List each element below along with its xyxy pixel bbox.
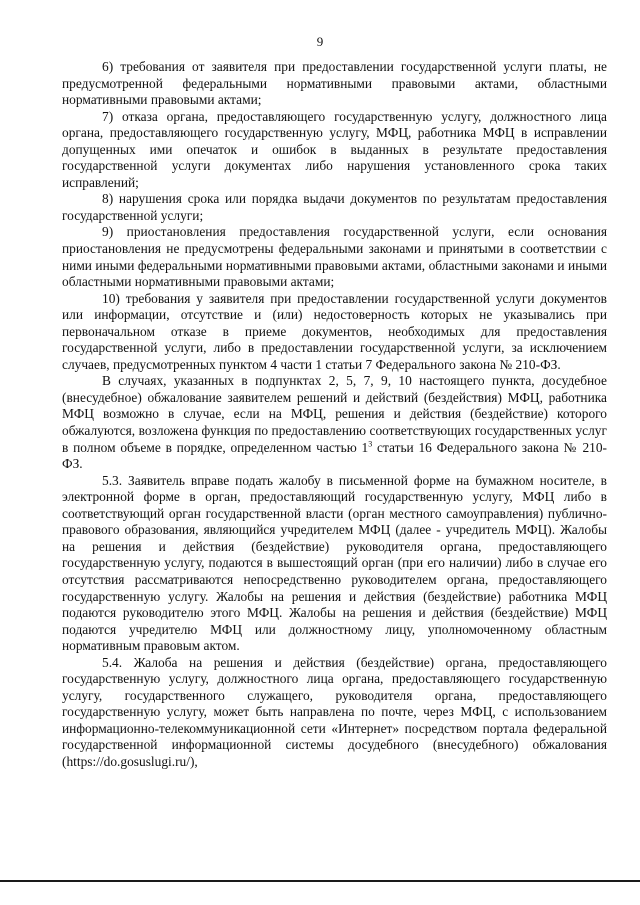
paragraph-item-8: 8) нарушения срока или порядка выдачи документов по результатам предоставления государственной услуги; (62, 191, 607, 223)
paragraph-cases-tail: статьи 16 Федерального закона № 210-ФЗ. (62, 439, 607, 472)
paragraph-item-7: 7) отказа органа, предоставляющего государственную услугу, должностного лица органа, предоставляющего государственную услугу, МФЦ, работника МФЦ в исправлении допущенных ими опечаток и ошибок в выданных в результате предоставления государственной услуги документах либо нарушения установленного срока таких исправлений; (62, 108, 607, 190)
paragraph-5-3: 5.3. Заявитель вправе подать жалобу в письменной форме на бумажном носителе, в электронной форме в орган, предоставляющий государственную услугу, МФЦ либо в соответствующий орган государственной власти (орган местного самоуправления) публично-правового образования, являющийся учредителем МФЦ (далее - учредитель МФЦ). Жалобы на решения и действия (бездействие) руководителя органа, предоставляющего государственную услугу, подаются в вышестоящий орган (при его наличии) либо в случае его отсутствия рассматриваются непосредственно руководителем органа, предоставляющего государственную услугу. Жалобы на решения и действия (бездействие) работника МФЦ подаются руководителю этого МФЦ. Жалобы на решения и действия (бездействие) МФЦ подаются учредителю МФЦ или должностному лицу, уполномоченному областным нормативным правовым актом. (62, 472, 607, 654)
paragraph-item-9: 9) приостановления предоставления государственной услуги, если основания приостановления не предусмотрены федеральными законами и принятыми в соответствии с ними иными федеральными нормативными правовыми актами, областными законами и иными областными нормативными правовыми актами; (62, 224, 607, 290)
paragraph-item-6: 6) требования от заявителя при предоставлении государственной услуги платы, не предусмотренной федеральными нормативными правовыми актами, областными нормативными правовыми актами; (62, 59, 607, 108)
paragraph-cases-text: В случаях, указанных в подпунктах 2, 5, 7, 9, 10 настоящего пункта, досудебное (внесудебное) обжалование заявителем решений и действий (бездействия) МФЦ, работника МФЦ возможно в случае, если на МФЦ, решения и действия (бездействие) которого обжалуются, возложена функция по предоставлению соответствующих государственных услуг в полном объеме в порядке, определенном частью 1 (62, 373, 607, 455)
page-number: 9 (316, 34, 324, 49)
document-body (62, 59, 607, 771)
paragraph-5-4: 5.4. Жалоба на решения и действия (бездействие) органа, предоставляющего государственную услугу, должностного лица органа, предоставляющего государственную услугу, государственного служащего, руководителя органа, предоставляющего государственную услугу, может быть направлена по почте, через МФЦ, с использованием информационно-телекоммуникационной сети «Интернет» посредством портала федеральной государственной информационной системы досудебного (внесудебного) обжалования (https://do.gosuslugi.ru/), (62, 654, 607, 769)
superscript-part-number: 3 (368, 439, 373, 449)
paragraph-cases (62, 373, 607, 472)
page-bottom-divider (0, 880, 640, 882)
paragraph-item-10: 10) требования у заявителя при предоставлении государственной услуги документов или информации, отсутствие и (или) недостоверность которых не указывались при первоначальном отказе в приеме документов, необходимых для предоставления государственной услуги, либо в предоставлении государственной услуги, за исключением случаев, предусмотренных пунктом 4 части 1 статьи 7 Федерального закона № 210-ФЗ. (62, 290, 607, 372)
